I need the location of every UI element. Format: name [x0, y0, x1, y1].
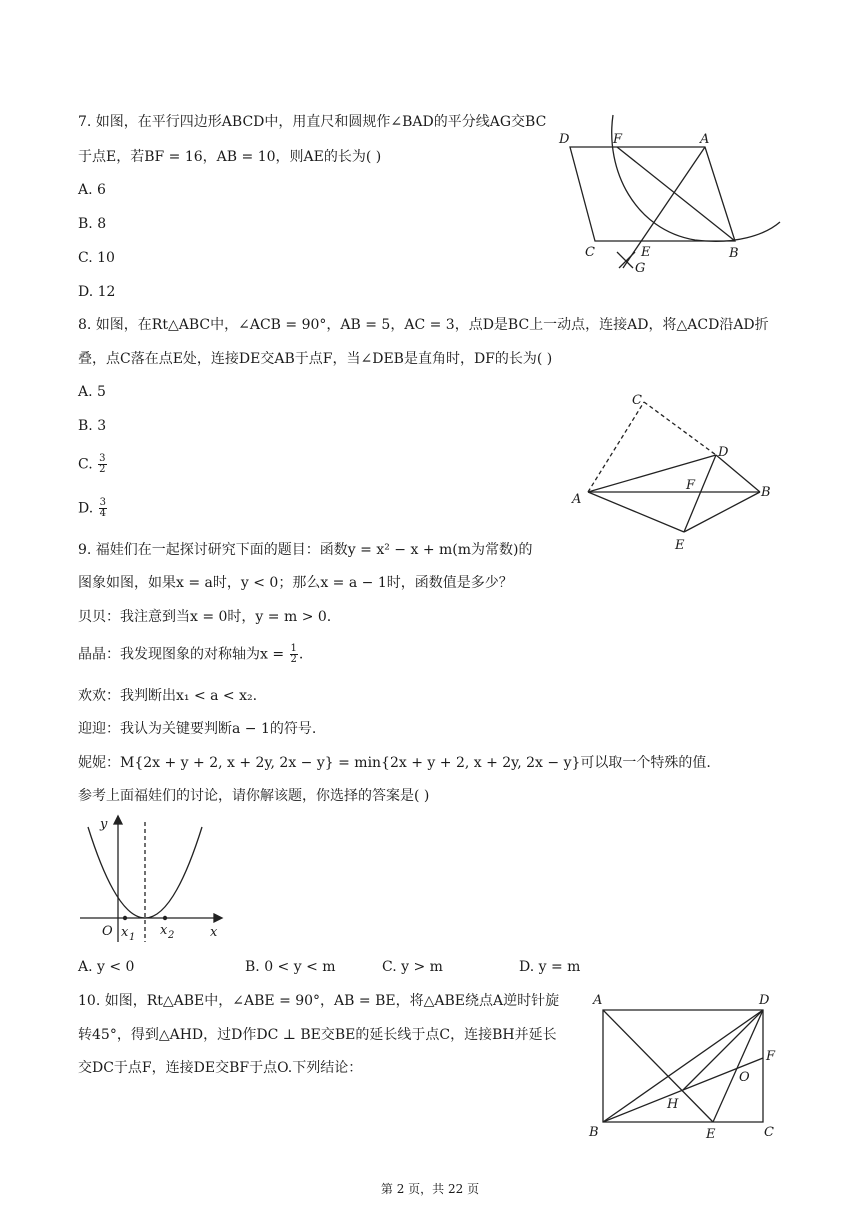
label-x: x: [210, 925, 218, 940]
q9-line-5: 欢欢：我判断出x₁ < a < x₂.: [78, 688, 258, 704]
fraction-3-4: [99, 498, 107, 519]
q7-option-d: D. 12: [78, 284, 116, 300]
q8-option-d: [78, 498, 108, 519]
label-x2-sub: 2: [168, 930, 175, 941]
q9-parabola-figure: [78, 812, 228, 944]
parallelogram-abcd: [570, 147, 735, 241]
label-e: E: [706, 1127, 716, 1142]
q8-option-c: [78, 454, 108, 475]
dashed-cd: [644, 402, 716, 455]
label-g: G: [635, 261, 646, 276]
arc-mark-2: [619, 252, 635, 268]
q10-line-1: 10. 如图，Rt△ABE中，∠ABE = 90°，AB = BE，将△ABE绕点A逆时针旋: [78, 993, 560, 1009]
segment-db: [716, 455, 760, 492]
q7-line-2: 于点E，若BF = 16，AB = 10，则AE的长为( ): [78, 149, 382, 165]
q9-line-4-prefix: 晶晶：我发现图象的对称轴为x =: [78, 646, 289, 663]
label-y: y: [100, 817, 108, 832]
q10-line-3: 交DC于点F，连接DE交BF于点O.下列结论：: [78, 1060, 363, 1076]
segment-ae: [588, 492, 684, 532]
y-axis-arrow: [114, 816, 122, 824]
segment-hd: [683, 1010, 763, 1090]
q8-figure: [568, 388, 788, 558]
root-x2-dot: [163, 916, 167, 920]
q7-option-c: C. 10: [78, 250, 115, 266]
q8-option-d-num: 3: [99, 497, 107, 508]
compass-arc: [612, 115, 780, 241]
q7-option-b: B. 8: [78, 216, 107, 232]
label-e: E: [675, 538, 685, 553]
label-d: D: [559, 132, 570, 147]
label-h: H: [667, 1097, 679, 1112]
q9-line-4: [78, 644, 303, 665]
q9-line-4-suffix: .: [298, 646, 304, 663]
segment-bd: [603, 1010, 763, 1122]
q8-option-c-num: 3: [99, 453, 106, 464]
q8-option-d-prefix: D.: [78, 500, 98, 517]
segment-de: [684, 455, 716, 532]
label-o: O: [739, 1070, 750, 1085]
label-c: C: [632, 393, 642, 408]
label-c: C: [585, 245, 595, 260]
q9-option-a: A. y < 0: [78, 959, 135, 975]
fraction-3-2: [98, 454, 106, 475]
q8-option-c-prefix: C.: [78, 456, 98, 473]
q7-figure: [555, 110, 785, 280]
label-b: B: [761, 485, 771, 500]
q8-option-a: A. 5: [78, 384, 106, 400]
q10-line-2: 转45°，得到△AHD，过D作DC ⊥ BE交BE的延长线于点C，连接BH并延长: [78, 1027, 557, 1043]
q9-option-d: D. y = m: [519, 959, 581, 975]
label-b: B: [729, 246, 739, 261]
label-x2: x: [160, 923, 168, 938]
q9-option-b: B. 0 < y < m: [245, 959, 336, 975]
q9-line-3: 贝贝：我注意到当x = 0时，y = m > 0.: [78, 609, 332, 625]
q9-option-c: C. y > m: [382, 959, 443, 975]
q9-line-1: 9. 福娃们在一起探讨研究下面的题目：函数y = x² − x + m(m为常数)的: [78, 542, 533, 558]
segment-fb: [617, 147, 735, 241]
q9-line-2: 图象如图，如果x = a时，y < 0；那么x = a − 1时，函数值是多少？: [78, 575, 513, 591]
q8-option-b: B. 3: [78, 418, 107, 434]
label-f: F: [613, 132, 623, 147]
label-e: E: [641, 245, 651, 260]
page-footer: 第 2 页，共 22 页: [380, 1182, 480, 1196]
label-a: A: [593, 993, 603, 1008]
segment-ae: [603, 1010, 713, 1122]
label-f: F: [766, 1049, 776, 1064]
label-d: D: [718, 445, 729, 460]
label-d: D: [759, 993, 770, 1008]
label-f: F: [686, 478, 696, 493]
label-origin: O: [102, 924, 113, 939]
q9-line-8: 参考上面福娃们的讨论，请你解该题，你选择的答案是( ): [78, 788, 430, 804]
label-b: B: [589, 1125, 599, 1140]
segment-eb: [684, 492, 760, 532]
fraction-1-2: [290, 644, 298, 665]
q8-option-c-den: 2: [99, 464, 106, 475]
x-axis-arrow: [214, 914, 222, 922]
label-x1: x: [121, 925, 129, 940]
q9-line-4-num: 1: [290, 643, 297, 654]
q9-line-4-den: 2: [290, 654, 297, 665]
q9-line-6: 迎迎：我认为关键要判断a − 1的符号.: [78, 721, 317, 737]
label-x1-sub: 1: [129, 932, 136, 943]
root-x1-dot: [123, 916, 127, 920]
q7-line-1: 7. 如图，在平行四边形ABCD中，用直尺和圆规作∠BAD的平分线AG交BC: [78, 114, 547, 130]
label-a: A: [572, 492, 582, 507]
q8-option-d-den: 4: [99, 508, 107, 519]
q10-figure: [585, 990, 785, 1150]
q9-line-7: 妮妮：M{2x + y + 2, x + 2y, 2x − y} = min{2x + y + 2, x + 2y, 2x − y}可以取一个特殊的值.: [78, 755, 711, 771]
q8-line-2: 叠，点C落在点E处，连接DE交AB于点F，当∠DEB是直角时，DF的长为( ): [78, 351, 553, 367]
q7-option-a: A. 6: [78, 182, 106, 198]
label-c: C: [764, 1125, 774, 1140]
q8-line-1: 8. 如图，在Rt△ABC中，∠ACB = 90°，AB = 5，AC = 3，点D是BC上一动点，连接AD，将△ACD沿AD折: [78, 317, 769, 333]
label-a: A: [700, 132, 710, 147]
